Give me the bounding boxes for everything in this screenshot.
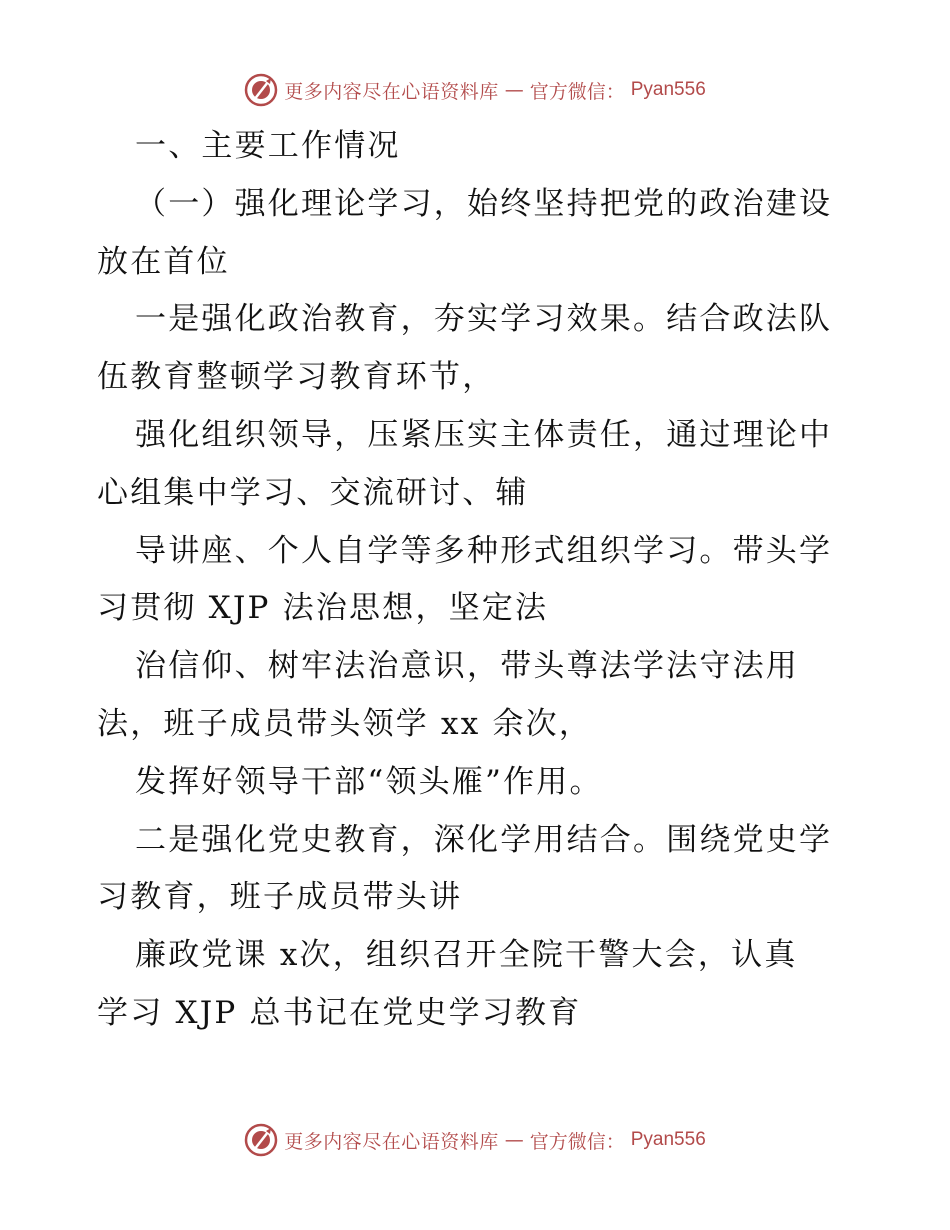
- pen-logo-icon: [244, 1123, 278, 1157]
- watermark-id: Pyan556: [630, 1129, 706, 1150]
- paragraph-line: 心组集中学习、交流研讨、辅: [97, 474, 529, 511]
- document-body: [97, 118, 857, 1043]
- paragraph-line: 二是强化党史教育，深化学用结合。围绕党史学: [135, 821, 833, 858]
- paragraph-line: 伍教育整顿学习教育环节，: [97, 359, 496, 396]
- watermark-dash: —: [504, 79, 524, 101]
- footer-watermark: [0, 1120, 950, 1160]
- paragraph-line: 学习 XJP 总书记在党史学习教育: [97, 994, 582, 1031]
- pen-logo-icon: [244, 73, 278, 107]
- watermark-id: Pyan556: [630, 79, 706, 100]
- subsection-heading: （一）强化理论学习，始终坚持把党的政治建设: [135, 185, 833, 222]
- header-watermark: [0, 70, 950, 110]
- watermark-brand: 更多内容尽在心语资料库: [284, 1130, 499, 1153]
- subsection-heading-cont: 放在首位: [97, 243, 230, 280]
- watermark-label: 官方微信：: [529, 80, 625, 103]
- paragraph-line: 廉政党课 x次，组织召开全院干警大会，认真: [135, 937, 798, 974]
- paragraph-line: 治信仰、树牢法治意识，带头尊法学法守法用: [135, 648, 799, 685]
- section-heading: 一、主要工作情况: [135, 128, 401, 164]
- watermark-label: 官方微信：: [529, 1130, 625, 1153]
- paragraph-line: 导讲座、个人自学等多种形式组织学习。带头学: [135, 532, 833, 569]
- paragraph-line: 习贯彻 XJP 法治思想，坚定法: [97, 590, 549, 627]
- paragraph-line: 法，班子成员带头领学 xx 余次，: [97, 705, 593, 742]
- watermark-brand: 更多内容尽在心语资料库: [284, 80, 499, 103]
- paragraph-line: 一是强化政治教育，夯实学习效果。结合政法队: [135, 301, 833, 338]
- paragraph-line: 强化组织领导，压紧压实主体责任，通过理论中: [135, 416, 833, 453]
- watermark-dash: —: [504, 1129, 524, 1151]
- paragraph-line: 习教育，班子成员带头讲: [97, 879, 463, 916]
- paragraph-line: 发挥好领导干部“领头雁”作用。: [135, 763, 603, 800]
